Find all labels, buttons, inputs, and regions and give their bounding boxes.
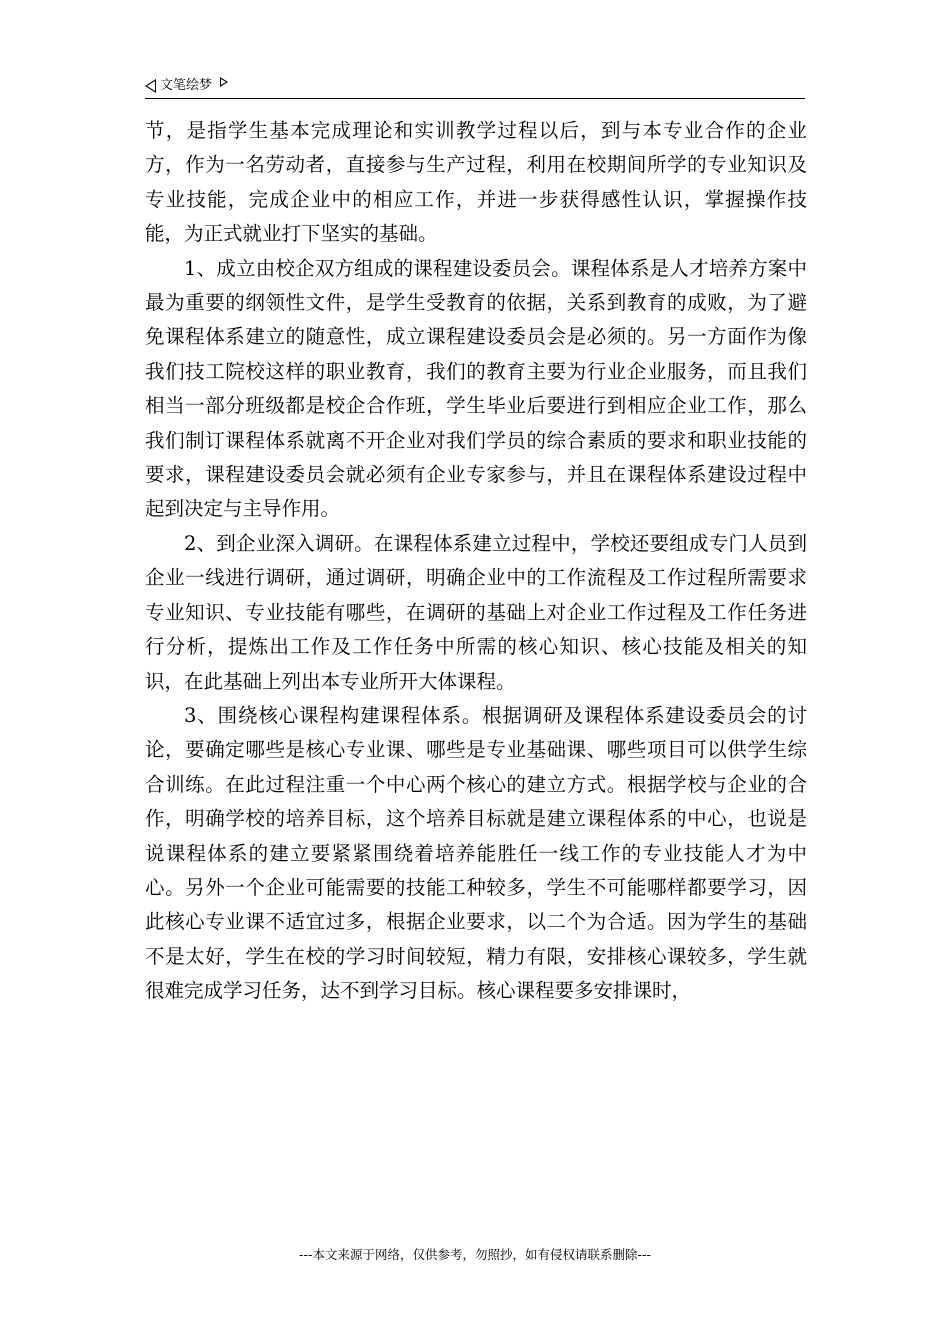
footer-notice: ---本文来源于网络，仅供参考，勿照抄，如有侵权请联系删除--- <box>298 1247 652 1262</box>
paragraph-item-2: 2、到企业深入调研。在课程体系建立过程中，学校还要组成专门人员到企业一线进行调研，通过调研，明确企业中的工作流程及工作过程所需要求专业知识、专业技能有哪些，在调研的基础上对企业工作过程及工作任务进行分析，提炼出工作及工作任务中所需的核心知识、核心技能及相关的知识，在此基础上列出本专业所开大体课程。 <box>145 531 807 693</box>
paragraph-item-3: 3、围绕核心课程构建课程体系。根据调研及课程体系建设委员会的讨论，要确定哪些是核心专业课、哪些是专业基础课、哪些项目可以供学生综合训练。在此过程注重一个中心两个核心的建立方式。根据学校与企业的合作，明确学校的培养目标，这个培养目标就是建立课程体系的中心，也说是说课程体系的建立要紧紧围绕着培养能胜任一线工作的专业技能人才为中心。另外一个企业可能需要的技能工种较多，学生不可能哪样都要学习，因此核心专业课不适宜过多，根据企业要求，以二个为合适。因为学生的基础不是太好，学生在校的学习时间较短，精力有限，安排核心课较多，学生就很难完成学习任务，达不到学习目标。核心课程要多安排课时， <box>145 703 807 1003</box>
header-title: 文笔绘梦 <box>160 78 213 93</box>
page-footer <box>0 1246 950 1264</box>
paragraph-continuation: 节，是指学生基本完成理论和实训教学过程以后，到与本专业合作的企业方，作为一名劳动者，直接参与生产过程，利用在校期间所学的专业知识及专业技能，完成企业中的相应工作，并进一步获得感性认识，掌握操作技能，为正式就业打下坚实的基础。 <box>145 119 807 246</box>
page-header <box>145 74 805 99</box>
document-body <box>145 114 807 1009</box>
triangle-right-outline-icon <box>220 77 228 87</box>
triangle-left-outline-icon <box>145 79 156 93</box>
paragraph-item-1: 1、成立由校企双方组成的课程建设委员会。课程体系是人才培养方案中最为重要的纲领性文件，是学生受教育的依据，关系到教育的成败，为了避免课程体系建立的随意性，成立课程建设委员会是必须的。另一方面作为像我们技工院校这样的职业教育，我们的教育主要为行业企业服务，而且我们相当一部分班级都是校企合作班，学生毕业后要进行到相应企业工作，那么我们制订课程体系就离不开企业对我们学员的综合素质的要求和职业技能的要求，课程建设委员会就必须有企业专家参与，并且在课程体系建设过程中起到决定与主导作用。 <box>145 256 807 521</box>
